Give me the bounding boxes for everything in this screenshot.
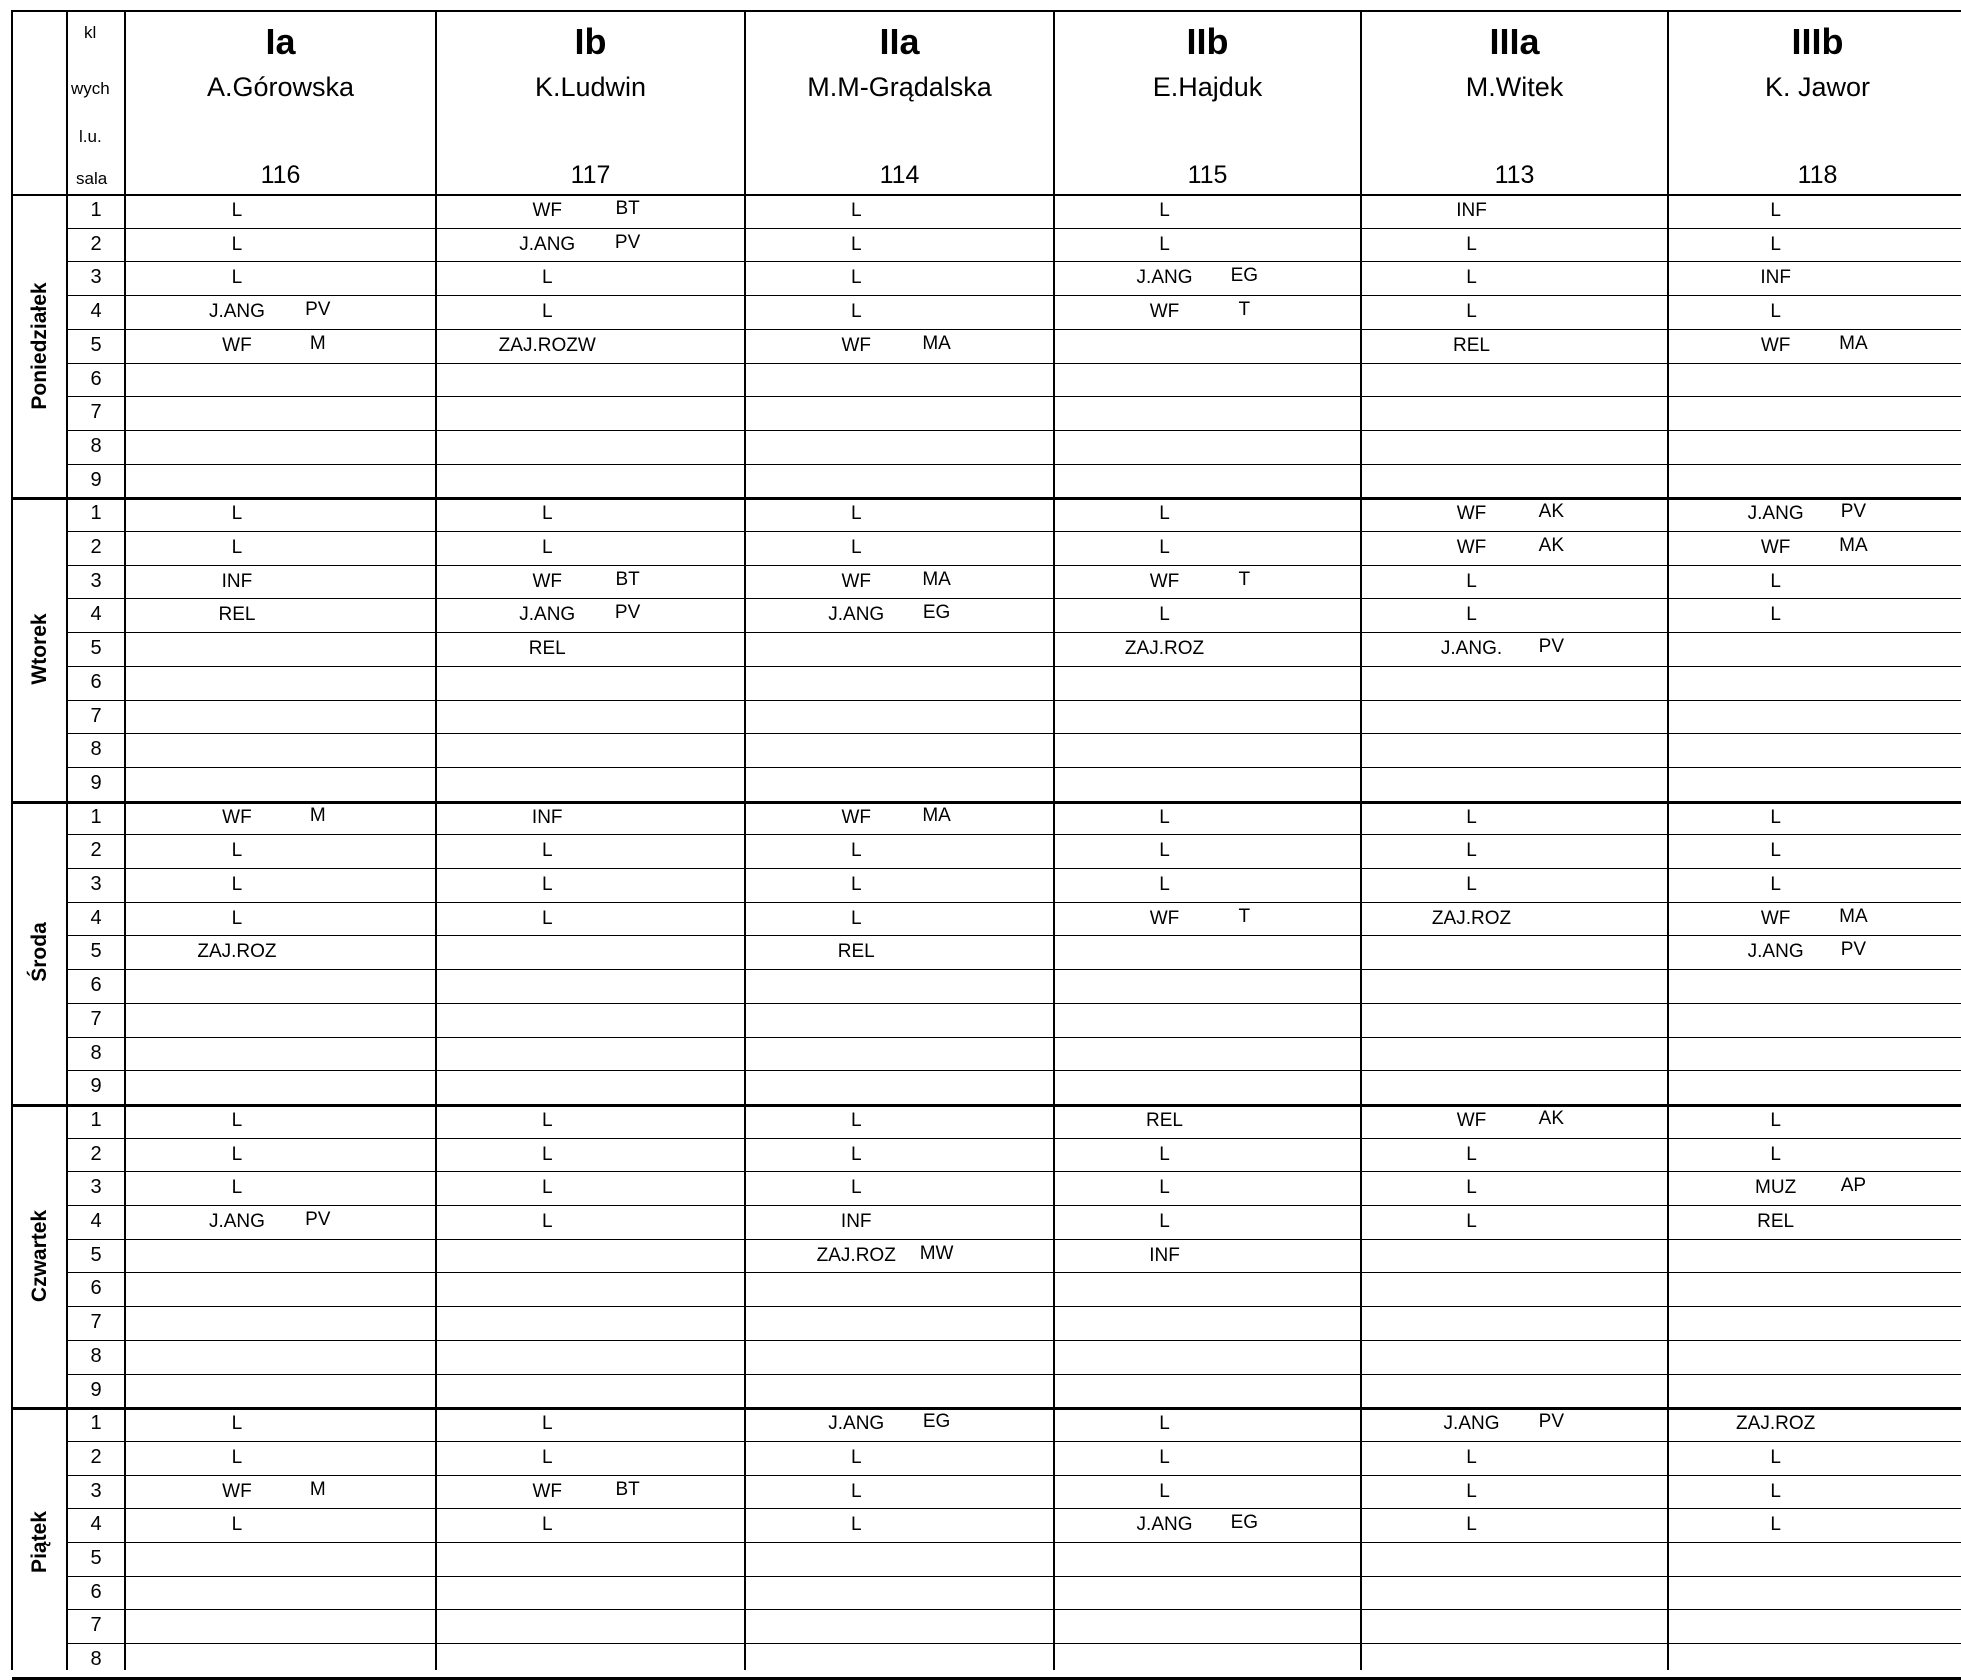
subject-code: WF (532, 1480, 563, 1502)
subject-code: L (1466, 1480, 1477, 1502)
period-number: 4 (90, 1513, 102, 1536)
period-number: 9 (90, 771, 102, 794)
subject-code: J.ANG (208, 1211, 265, 1232)
class-room: 115 (1187, 161, 1228, 189)
subject-code: L (850, 503, 862, 525)
row-divider (67, 1037, 1961, 1038)
subject-code: L (850, 1143, 862, 1165)
subject-code: L (541, 301, 553, 323)
subject-code: L (1466, 874, 1477, 895)
row-divider (67, 767, 1961, 768)
subject-code: L (850, 267, 862, 289)
subject-code: L (1159, 503, 1170, 525)
subject-code: J.ANG (1136, 1514, 1193, 1536)
period-number: 2 (90, 232, 102, 255)
class-room: 113 (1494, 161, 1535, 189)
period-number: 7 (90, 1007, 102, 1030)
subject-code: L (541, 1446, 553, 1468)
day-name: Czwartek (27, 1209, 51, 1302)
subject-code: L (231, 503, 243, 525)
subject-code: L (1466, 1514, 1477, 1536)
period-number: 3 (90, 569, 102, 592)
subject-code: L (850, 1177, 862, 1199)
row-divider (67, 1340, 1961, 1341)
class-teacher: M.Witek (1465, 72, 1564, 102)
subject-code: J.ANG (1747, 503, 1804, 525)
period-number: 6 (90, 367, 102, 390)
period-number: 8 (90, 738, 102, 761)
column-divider (1053, 10, 1055, 1670)
column-divider (124, 10, 126, 1670)
period-number: 1 (90, 1108, 102, 1131)
subject-code: J.ANG (1443, 1413, 1500, 1435)
day-separator (12, 1407, 1961, 1410)
row-divider (67, 733, 1961, 734)
day-name: Poniedziałek (27, 282, 51, 410)
row-divider (67, 531, 1961, 532)
subject-code: L (541, 1413, 553, 1435)
subject-code: L (850, 1446, 862, 1468)
subject-code: L (541, 874, 553, 895)
row-divider (67, 969, 1961, 970)
subject-code: L (541, 1211, 553, 1232)
subject-code: WF (532, 570, 563, 592)
subject-code: L (1159, 1177, 1170, 1199)
teacher-code: BT (615, 198, 640, 219)
subject-code: L (1466, 1143, 1477, 1165)
row-divider (67, 329, 1961, 330)
subject-code: L (231, 1413, 243, 1435)
column-divider (435, 10, 437, 1670)
subject-code: J.ANG (208, 301, 265, 323)
row-divider (67, 464, 1961, 465)
period-number: 3 (90, 1176, 102, 1199)
day-separator (12, 801, 1961, 804)
period-number: 1 (90, 502, 102, 525)
subject-code: L (231, 1446, 243, 1468)
teacher-code: M (309, 1478, 326, 1500)
row-divider (67, 396, 1961, 397)
day-separator (12, 1104, 1961, 1107)
class-name: Ia (265, 21, 296, 62)
subject-code: L (1159, 604, 1170, 626)
subject-code: ZAJ.ROZ (1736, 1413, 1816, 1435)
column-divider (66, 10, 68, 1670)
subject-code: L (850, 840, 862, 862)
subject-code: L (541, 537, 553, 558)
subject-code: L (1770, 1514, 1781, 1536)
subject-code: REL (1146, 1109, 1183, 1131)
period-number: 5 (90, 333, 102, 356)
teacher-code: BT (615, 568, 640, 590)
row-divider (67, 1171, 1961, 1172)
row-divider (67, 1475, 1961, 1476)
subject-code: REL (1757, 1211, 1795, 1232)
period-number: 3 (90, 1479, 102, 1502)
subject-code: L (850, 1109, 862, 1131)
period-number: 6 (90, 1580, 102, 1603)
subject-code: L (1770, 301, 1781, 323)
class-room: 117 (570, 161, 611, 189)
teacher-code: PV (1538, 636, 1565, 658)
period-number: 5 (90, 1547, 102, 1569)
subject-code: L (850, 233, 862, 255)
subject-code: WF (1456, 1109, 1487, 1131)
subject-code: L (1770, 233, 1781, 255)
day-separator (12, 497, 1961, 500)
subject-code: WF (1760, 334, 1791, 356)
teacher-code: T (1238, 905, 1251, 927)
teacher-code: PV (1538, 1411, 1565, 1433)
day-separator (12, 1677, 1961, 1680)
period-number: 5 (90, 1243, 102, 1266)
subject-code: INF (1760, 267, 1791, 289)
subject-code: L (1466, 1177, 1477, 1199)
period-number: 7 (90, 1311, 102, 1334)
teacher-code: M (309, 804, 326, 826)
subject-code: INF (531, 806, 563, 828)
subject-code: L (1466, 840, 1477, 862)
subject-code: J.ANG (1747, 941, 1804, 963)
class-room: 116 (260, 161, 301, 189)
row-divider (67, 632, 1961, 633)
teacher-code: EG (1230, 265, 1259, 287)
subject-code: L (231, 537, 243, 558)
subject-code: L (541, 1177, 553, 1199)
teacher-code: MA (1839, 535, 1868, 556)
period-number: 8 (90, 434, 102, 457)
subject-code: L (541, 503, 553, 525)
subject-code: INF (1456, 200, 1487, 221)
subject-code: L (231, 1514, 243, 1536)
subject-code: L (1466, 570, 1477, 592)
subject-code: L (1159, 840, 1170, 862)
subject-code: L (231, 874, 243, 895)
teacher-code: T (1238, 568, 1251, 590)
day-name: Środa (27, 922, 51, 983)
teacher-code: PV (614, 231, 641, 253)
column-divider (744, 10, 746, 1670)
row-divider (67, 295, 1961, 296)
subject-code: L (1466, 301, 1477, 323)
period-number: 8 (90, 1344, 102, 1367)
teacher-code: MA (922, 804, 951, 826)
class-name: IIa (879, 21, 920, 62)
class-name: IIIa (1489, 21, 1540, 62)
subject-code: L (1466, 267, 1477, 289)
period-number: 9 (90, 1075, 102, 1098)
row-divider (67, 1138, 1961, 1139)
period-number: 4 (90, 603, 102, 626)
day-name: Piątek (27, 1511, 51, 1573)
subject-code: WF (1456, 503, 1487, 525)
subject-code: L (1770, 840, 1781, 862)
class-teacher: A.Górowska (206, 72, 355, 102)
subject-code: L (231, 1143, 243, 1165)
teacher-code: AK (1538, 1107, 1565, 1129)
row-divider (67, 1576, 1961, 1577)
class-name: IIb (1186, 21, 1229, 62)
row-divider (67, 1441, 1961, 1442)
subject-code: L (231, 1177, 243, 1199)
subject-code: L (1159, 806, 1170, 828)
row-divider (67, 1643, 1961, 1644)
subject-code: L (1466, 1211, 1477, 1232)
subject-code: REL (528, 638, 566, 660)
subject-code: WF (222, 1480, 252, 1502)
subject-code: L (1159, 1143, 1170, 1165)
subject-code: WF (1760, 907, 1791, 929)
teacher-code: MA (922, 332, 951, 354)
subject-code: WF (1456, 537, 1487, 558)
class-teacher: K.Ludwin (534, 72, 647, 102)
row-divider (67, 1508, 1961, 1509)
teacher-code: MA (922, 568, 951, 590)
subject-code: L (850, 907, 862, 929)
subject-code: L (850, 1514, 862, 1536)
subject-code: WF (841, 806, 872, 828)
class-teacher: E.Hajduk (1152, 72, 1263, 102)
period-number: 3 (90, 873, 102, 895)
period-number: 8 (90, 1648, 102, 1671)
subject-code: L (231, 840, 243, 862)
header-label-sala: sala (76, 169, 108, 188)
subject-code: L (850, 301, 862, 323)
subject-code: L (1770, 1480, 1781, 1502)
period-number: 2 (90, 536, 102, 558)
teacher-code: PV (1840, 939, 1867, 961)
subject-code: L (850, 200, 862, 221)
teacher-code: MA (1839, 332, 1868, 354)
teacher-code: EG (922, 1411, 951, 1433)
subject-code: L (231, 267, 243, 289)
teacher-code: MA (1839, 905, 1868, 927)
subject-code: J.ANG. (1440, 638, 1503, 660)
teacher-code: PV (305, 1209, 331, 1230)
subject-code: L (541, 907, 553, 929)
subject-code: L (1159, 233, 1170, 255)
subject-code: L (541, 1109, 553, 1131)
period-number: 8 (90, 1041, 102, 1064)
row-divider (67, 363, 1961, 364)
teacher-code: M (309, 332, 326, 354)
subject-code: L (231, 233, 243, 255)
class-name: Ib (574, 21, 607, 62)
row-divider (67, 1609, 1961, 1610)
subject-code: WF (1149, 907, 1180, 929)
subject-code: ZAJ.ROZ (197, 941, 277, 963)
row-divider (67, 1374, 1961, 1375)
class-room: 118 (1797, 161, 1838, 189)
subject-code: REL (218, 604, 256, 626)
subject-code: L (1159, 1413, 1170, 1435)
subject-code: J.ANG (519, 233, 576, 255)
subject-code: WF (841, 334, 872, 356)
period-number: 5 (90, 940, 102, 963)
subject-code: INF (221, 570, 253, 592)
class-teacher: K. Jawor (1764, 72, 1871, 102)
row-divider (67, 228, 1961, 229)
period-number: 7 (90, 704, 102, 727)
subject-code: WF (222, 334, 252, 356)
subject-code: L (1770, 874, 1781, 895)
subject-code: L (541, 840, 553, 862)
teacher-code: PV (614, 602, 641, 624)
class-teacher: M.M-Grądalska (807, 72, 992, 102)
subject-code: REL (837, 941, 875, 963)
row-divider (67, 666, 1961, 667)
subject-code: L (541, 1514, 553, 1536)
period-number: 6 (90, 1277, 102, 1300)
teacher-code: PV (305, 299, 331, 321)
day-name: Wtorek (27, 613, 51, 685)
period-number: 2 (90, 1445, 102, 1468)
column-divider (11, 10, 13, 1670)
row-divider (67, 700, 1961, 701)
subject-code: WF (1760, 537, 1791, 558)
subject-code: L (1770, 570, 1781, 592)
teacher-code: MW (919, 1242, 954, 1264)
teacher-code: EG (1230, 1512, 1259, 1534)
subject-code: REL (1453, 334, 1490, 356)
subject-code: INF (1149, 1244, 1180, 1266)
subject-code: L (231, 200, 243, 221)
period-number: 2 (90, 839, 102, 862)
subject-code: ZAJ.ROZW (498, 334, 596, 356)
row-divider (67, 261, 1961, 262)
subject-code: J.ANG (1136, 267, 1193, 289)
row-divider (67, 1542, 1961, 1543)
teacher-code: AK (1538, 501, 1565, 523)
row-divider (67, 868, 1961, 869)
row-divider (67, 598, 1961, 599)
row-divider (67, 1070, 1961, 1071)
table-border-top (12, 10, 1961, 12)
period-number: 4 (90, 300, 102, 323)
subject-code: L (231, 907, 243, 929)
row-divider (67, 1003, 1961, 1004)
column-divider (1667, 10, 1669, 1670)
subject-code: L (1159, 537, 1170, 558)
period-number: 2 (90, 1142, 102, 1165)
subject-code: L (541, 1143, 553, 1165)
subject-code: L (1159, 1480, 1170, 1502)
period-number: 9 (90, 1378, 102, 1401)
row-divider (67, 834, 1961, 835)
class-name: IIIb (1791, 21, 1844, 62)
subject-code: J.ANG (828, 1413, 885, 1435)
row-divider (67, 1272, 1961, 1273)
period-number: 6 (90, 974, 102, 997)
row-divider (67, 430, 1961, 431)
period-number: 1 (90, 1412, 102, 1435)
period-number: 4 (90, 1210, 102, 1232)
teacher-code: AP (1840, 1175, 1867, 1197)
subject-code: L (850, 874, 862, 895)
header-label-wych: wych (71, 79, 110, 98)
subject-code: L (1466, 806, 1477, 828)
teacher-code: EG (922, 602, 951, 624)
row-divider (67, 1306, 1961, 1307)
subject-code: L (850, 537, 862, 558)
subject-code: L (231, 1109, 243, 1131)
subject-code: WF (532, 200, 563, 221)
period-number: 7 (90, 1614, 102, 1637)
subject-code: L (541, 267, 553, 289)
subject-code: L (1466, 604, 1477, 626)
subject-code: L (1770, 1446, 1781, 1468)
row-divider (67, 902, 1961, 903)
subject-code: ZAJ.ROZ (1124, 638, 1205, 660)
period-number: 9 (90, 468, 102, 491)
period-number: 3 (90, 266, 102, 289)
subject-code: WF (1149, 301, 1180, 323)
subject-code: WF (841, 570, 872, 592)
period-number: 5 (90, 637, 102, 660)
column-divider (1360, 10, 1362, 1670)
teacher-code: PV (1840, 501, 1867, 523)
header-label-lu: l.u. (79, 127, 102, 146)
header-label-kl: kl (84, 23, 97, 42)
subject-code: L (1770, 1109, 1781, 1131)
subject-code: L (1466, 1446, 1477, 1468)
period-number: 1 (90, 199, 102, 221)
subject-code: L (1770, 604, 1781, 626)
subject-code: L (1770, 1143, 1781, 1165)
teacher-code: AK (1538, 535, 1565, 556)
subject-code: L (1770, 806, 1781, 828)
teacher-code: T (1238, 299, 1251, 321)
row-divider (67, 935, 1961, 936)
teacher-code: BT (615, 1478, 640, 1500)
row-divider (67, 1239, 1961, 1240)
subject-code: INF (840, 1211, 872, 1232)
header-bottom-line (12, 194, 1961, 196)
period-number: 1 (90, 805, 102, 828)
subject-code: J.ANG (828, 604, 885, 626)
subject-code: L (1159, 200, 1170, 221)
period-number: 7 (90, 401, 102, 424)
subject-code: J.ANG (519, 604, 576, 626)
subject-code: L (1159, 1446, 1170, 1468)
subject-code: L (1159, 874, 1170, 895)
subject-code: ZAJ.ROZ (1431, 907, 1512, 929)
row-divider (67, 565, 1961, 566)
subject-code: L (1159, 1211, 1170, 1232)
period-number: 6 (90, 670, 102, 693)
subject-code: WF (1149, 570, 1180, 592)
subject-code: WF (222, 806, 252, 828)
subject-code: ZAJ.ROZ (816, 1244, 896, 1266)
subject-code: L (1770, 200, 1781, 221)
subject-code: L (850, 1480, 862, 1502)
subject-code: MUZ (1755, 1177, 1797, 1199)
subject-code: L (1466, 233, 1477, 255)
period-number: 4 (90, 906, 102, 929)
class-room: 114 (879, 161, 920, 189)
row-divider (67, 1205, 1961, 1206)
